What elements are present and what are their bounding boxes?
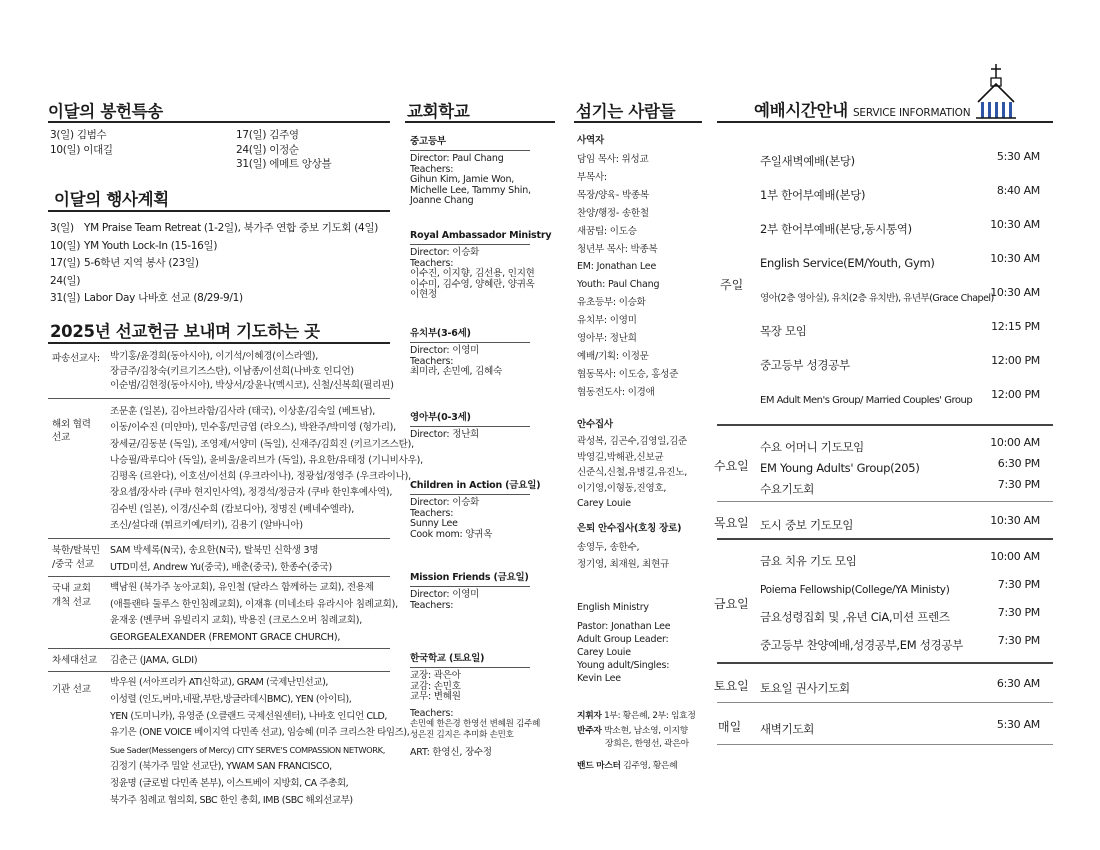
ushers-list: 곽성복, 김곤수,김영일,김준 박영길,박해관,신보균 신준식,신철,유병길,유진노, 이기영,이형동,진영호, Carey Louie <box>577 436 688 510</box>
offering-list-left <box>50 128 113 157</box>
event-text: 5-6학년 지역 봉사 (23일) <box>84 257 199 269</box>
mission-entries: 김춘근 (JAMA, GLDI) <box>110 655 198 666</box>
offering-item: 3(일) 김범수 <box>50 129 107 141</box>
offering-item: 17(일) 김주영 <box>236 129 299 141</box>
mission-divider <box>48 671 390 672</box>
event-text: YM Youth Lock-In (15-16일) <box>84 239 218 252</box>
band-row: 밴드 마스터 김주영, 황은혜 <box>577 761 678 771</box>
school-block: 유치부(3-6세) Director: 이영미 Teachers: 최미라, 손민예, 김혜숙 <box>410 328 530 378</box>
mission-divider <box>48 576 390 577</box>
mission-entries: SAM 박세록(N국), 송요한(N국), 탈북민 신학생 3명 UTD미션, Andrew Yu(중국), 배춘(중국), 한종수(중국) <box>110 545 332 573</box>
offering-rule <box>48 121 390 123</box>
thursday-schedule: 도시 중보 기도모임 10:30 AM <box>760 514 1040 532</box>
worship-divider <box>717 702 1053 703</box>
worship-rule <box>717 121 1053 123</box>
worship-divider <box>717 662 1053 664</box>
school-block: 중고등부 Director: Paul Chang Teachers: Gihun Kim, Jamie Won, Michelle Lee, Tammy Shin, Joanne Chang <box>410 136 531 206</box>
sunday-schedule: 주일새벽예배(본당) 5:30 AM 1부 한어부예배(본당) 8:40 AM 2부 한어부예배(본당,동시통역) 10:30 AM English Service(EM/Youth, Gym) 10:30 AM 영아(2층 영아실), 유치(2층 유치반), 유년부(Grace Chapel) 10:30 AM 목장 모임 12:15 PM 중고등부 성경공부 12:00 PM EM Adult Men's Group/ Married Couples' Group 12:00 PM <box>760 150 1040 406</box>
day-label: 수요일 <box>714 459 749 473</box>
day-label: 목요일 <box>714 516 749 530</box>
event-text: Labor Day 나바호 선교 (8/29-9/1) <box>84 292 243 304</box>
accompanist-row: 반주자 박소현, 남소영, 이지향 장희은, 한영선, 곽은아 <box>577 726 689 749</box>
event-item <box>50 273 378 291</box>
offering-title: 이달의 봉헌특송 <box>48 102 163 121</box>
mission-divider <box>48 538 390 539</box>
english-list: Pastor: Jonathan Lee Adult Group Leader: Carey Louie Young adult/Singles: Kevin Lee <box>577 621 671 684</box>
events-list <box>50 220 378 308</box>
event-date: 24(일) <box>50 274 81 287</box>
event-date: 3(일) <box>50 222 74 234</box>
school-block: 영아부(0-3세) Director: 정난희 <box>410 412 530 441</box>
mission-label: 국내 교회 개척 선교 <box>52 583 91 608</box>
mission-divider <box>48 398 390 399</box>
events-title: 이달의 행사계획 <box>54 190 169 209</box>
offering-item: 24(일) 이정순 <box>236 143 299 156</box>
event-date: 31(일) <box>50 292 81 304</box>
school-block: Mission Friends (금요일) Director: 이영미 Teachers: <box>410 572 529 611</box>
mission-entries: 박기홍/윤경희(동아시아), 이기석/이혜경(이스라엘), 장금주/김창숙(키르기즈스탄), 이남종/이선희(나바호 인디언) 이순범/김현정(동아시아), 박상서/강윤나(멕시코), 신철/신복희(필리핀) <box>110 351 394 391</box>
mission-label: 북한/탈북민 /중국 선교 <box>52 545 100 570</box>
friday-schedule: 금요 치유 기도 모임 10:00 AM Poiema Fellowship(College/YA Ministy) 7:30 PM 금요성령집회 및 ,유년 CiA,미션 프렌즈 7:30 PM 중고등부 찬양예배,성경공부,EM 성경공부 7:30 PM <box>760 550 1040 652</box>
conductor-row: 지휘자 1부: 황은혜, 2부: 임효정 <box>577 711 696 721</box>
servers-rule <box>574 121 702 123</box>
mission-label: 차세대선교 <box>52 655 97 666</box>
day-label: 금요일 <box>714 597 749 611</box>
retired-heading: 은퇴 안수집사(호칭 장로) <box>577 523 682 534</box>
english-heading: English Ministry <box>577 602 649 613</box>
mission-label: 기관 선교 <box>52 684 91 695</box>
worship-divider <box>717 424 1053 426</box>
staff-list: 담임 목사: 위성교 부목사: 목장/양육- 박종복 찬양/행정- 송한철 새꿈팀: 이도승 청년부 목사: 박종복 EM: Jonathan Lee Youth: Paul Chang 유초등부: 이승화 유치부: 이영미 영아부: 정난희 예배/기획: 이정문 협동목사: 이도승, 홍성준 협동전도사: 이경애 <box>577 154 679 398</box>
event-date: 10(일) <box>50 239 81 252</box>
event-item <box>50 238 378 256</box>
school-block: 한국학교 (토요일) 교장: 곽은아 교감: 손민호 교무: 변혜원 Teachers: 손민예 한은경 한영선 변혜원 김주혜 성은진 김지은 추미화 손민호 ART: 한영신, 장수정 <box>410 653 541 758</box>
day-label: 토요일 <box>714 679 749 693</box>
saturday-schedule: 토요일 권사기도회 6:30 AM <box>760 677 1040 695</box>
event-item <box>50 220 378 238</box>
church-icon <box>972 62 1020 120</box>
mission-entries: 박우원 (서아프리카 ATI신학교), GRAM (국제난민선교), 이성렬 (인도,버마,네팔,부탄,방글라데시BMC), YEN (아이티), YEN (도미니카), 유영준 (오클랜드 국제선원센터), 나바호 인디언 CLD, 유기은 (ONE VOICE 베이지역 다민족 선교), 임승혜 (미주 크리스찬 타임즈), Sue Sader(Messengers of Mercy) CITY SERVE'S COMPASSION NETWORK, 김정기 (북가주 밀알 선교단), YWAM SAN FRANCISCO, 정윤명 (글로벌 다민족 본부), 이스트베이 지방회, CA 주총회, 북가주 침례교 협의회, SBC 한인 총회, IMB (SBC 해외선교부) <box>110 677 410 806</box>
event-text: YM Praise Team Retreat (1-2일), 북가주 연합 중보 기도회 (4일) <box>84 222 379 234</box>
worship-title: 예배시간안내 SERVICE INFORMATION <box>754 101 971 120</box>
retired-list: 송영두, 송한수, 정기영, 최재원, 최현규 <box>577 542 670 570</box>
event-date: 17(일) <box>50 257 81 269</box>
school-title: 교회학교 <box>407 102 470 121</box>
mission-title: 2025년 선교헌금 보내며 기도하는 곳 <box>50 322 320 341</box>
school-block: Children in Action (금요일) Director: 이승화 Teachers: Sunny Lee Cook mom: 양귀옥 <box>410 480 541 540</box>
staff-heading: 사역자 <box>577 135 604 146</box>
offering-item: 10(일) 이대길 <box>50 143 113 156</box>
school-rule <box>405 121 555 123</box>
day-label: 매일 <box>718 720 742 734</box>
event-item <box>50 290 378 308</box>
worship-divider <box>717 501 1053 502</box>
mission-rule <box>48 342 390 344</box>
wednesday-schedule: 수요 어머니 기도모임 10:00 AM EM Young Adults' Group(205) 6:30 PM 수요기도회 7:30 PM <box>760 436 1040 496</box>
offering-list-right <box>236 128 331 172</box>
servers-title: 섬기는 사람들 <box>576 102 676 121</box>
mission-entries: 백남원 (북가주 농아교회), 유인철 (달라스 함께하는 교회), 전용제 (애틀랜타 둘루스 한인침례교회), 이재휴 (미네소타 유라시아 침례교회), 윤재웅 (벤쿠버 유빌리지 교회), 박용진 (크로스오버 침례교회), GEORGEALEXANDER (FREMONT GRACE CHURCH), <box>110 582 398 643</box>
mission-label: 파송선교사: <box>52 353 100 364</box>
events-rule <box>48 210 390 212</box>
worship-divider <box>717 538 1053 540</box>
offering-item: 31(일) 에메트 앙상블 <box>236 158 332 170</box>
mission-label: 해외 협력 선교 <box>52 419 91 443</box>
worship-divider <box>717 744 1053 745</box>
event-item <box>50 255 378 273</box>
mission-divider <box>48 648 390 649</box>
daily-schedule: 새벽기도회 5:30 AM <box>760 718 1040 736</box>
day-label: 주일 <box>720 278 744 292</box>
mission-entries: 조문훈 (일본), 김아브라함/김사라 (태국), 이상훈/김숙일 (베트남), 이동/이수진 (미얀마), 민수홍/민금엽 (라오스), 박완주/박미영 (헝가리), 장세균/김동분 (독일), 조영제/서양미 (독일), 신재주/김희진 (키르기즈스탄), 나승필/곽루디아 (독일), 윤비울/윤리브가 (독일), 유요한/유태정 (기니비사우), 김평옥 (르완다), 이호선/이선희 (우크라이나), 정광섭/정영주 (우크라이나), 장요셉/장사라 (쿠바 현지인사역), 정경석/정금자 (쿠바 한인후예사역), 김수빈 (일본), 이경/신수희 (캄보디아), 정명진 (베네수엘라), 조신/설다래 (튀르키예/터키), 김용기 (알바니아) <box>110 406 423 532</box>
ushers-heading: 안수집사 <box>577 419 613 430</box>
school-block: Royal Ambassador Ministry Director: 이승화 Teachers: 이수진, 이지향, 김선용, 인지현 이수미, 김수영, 양혜란, 양귀옥 이현정 <box>410 230 552 300</box>
